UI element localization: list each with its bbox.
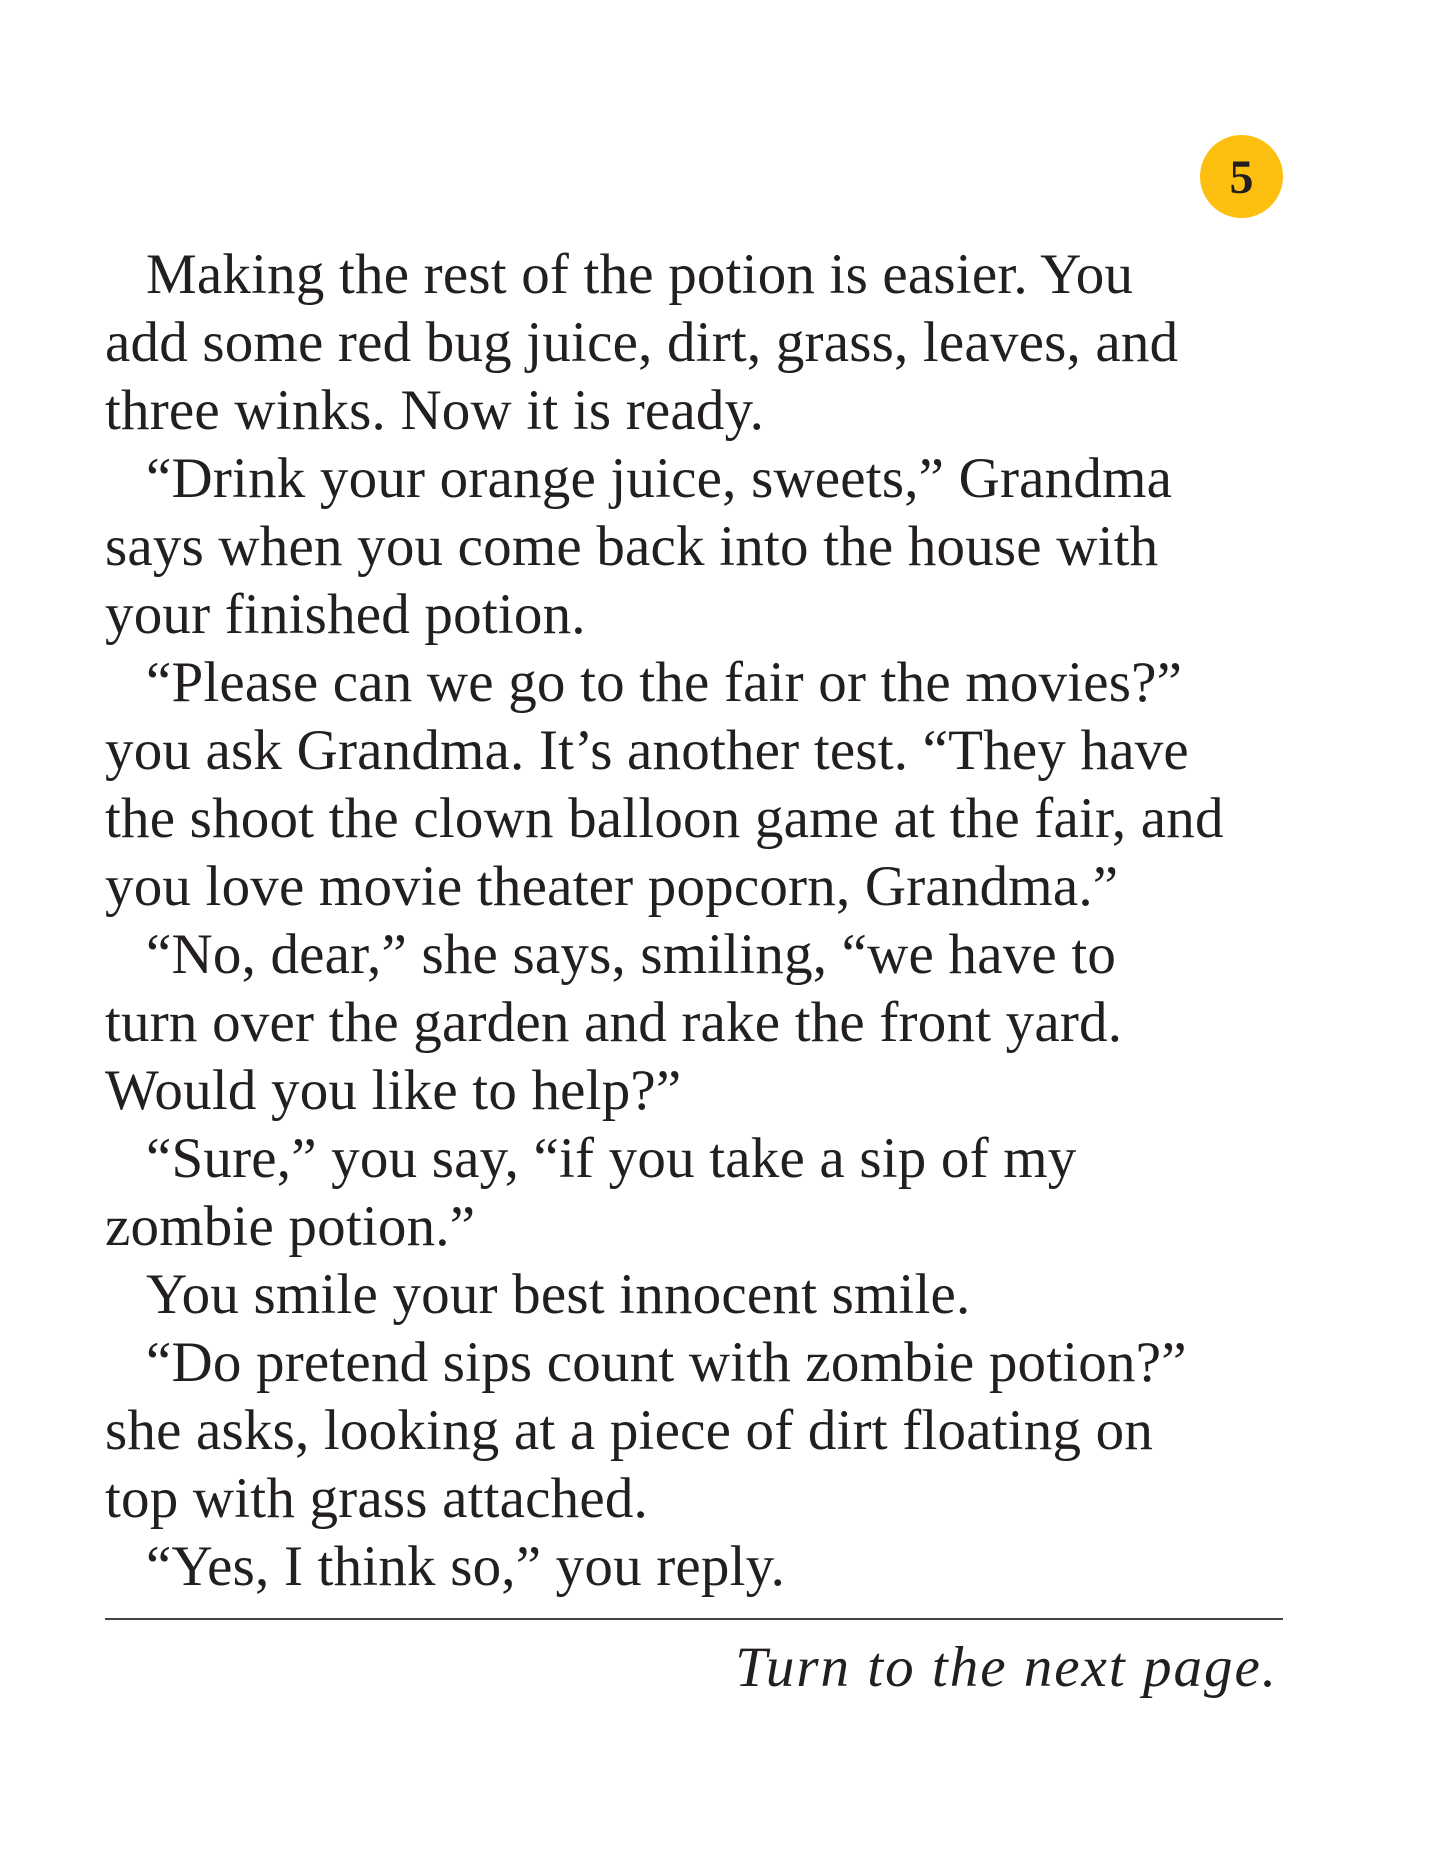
story-line: she asks, looking at a piece of dirt floating on <box>105 1399 1154 1462</box>
story-line: “Drink your orange juice, sweets,” Grandma <box>146 447 1173 510</box>
story-line: “No, dear,” she says, smiling, “we have to <box>146 923 1117 986</box>
story-line: your finished potion. <box>105 583 586 646</box>
story-line: “Yes, I think so,” you reply. <box>146 1535 786 1598</box>
page-number: 5 <box>1229 150 1254 204</box>
story-line: “Please can we go to the fair or the movies?” <box>146 651 1183 714</box>
story-line: add some red bug juice, dirt, grass, leaves, and <box>105 311 1179 374</box>
story-line: turn over the garden and rake the front yard. <box>105 991 1123 1054</box>
story-line: “Sure,” you say, “if you take a sip of my <box>146 1127 1077 1190</box>
next-page-prompt: Turn to the next page. <box>735 1636 1278 1699</box>
story-line: says when you come back into the house with <box>105 515 1159 578</box>
divider-rule <box>105 1618 1283 1620</box>
story-line: the shoot the clown balloon game at the fair, and <box>105 787 1224 850</box>
story-line: top with grass attached. <box>105 1467 648 1530</box>
story-line: you love movie theater popcorn, Grandma.” <box>105 855 1119 918</box>
story-line: You smile your best innocent smile. <box>146 1263 971 1326</box>
story-text <box>105 241 1305 1601</box>
page-number-badge <box>1200 135 1283 218</box>
story-line: zombie potion.” <box>105 1195 476 1258</box>
story-line: you ask Grandma. It’s another test. “They have <box>105 719 1189 782</box>
story-line: “Do pretend sips count with zombie potion?” <box>146 1331 1187 1394</box>
story-line: Would you like to help?” <box>105 1059 682 1122</box>
story-line: three winks. Now it is ready. <box>105 379 765 442</box>
story-line: Making the rest of the potion is easier. You <box>146 243 1134 306</box>
